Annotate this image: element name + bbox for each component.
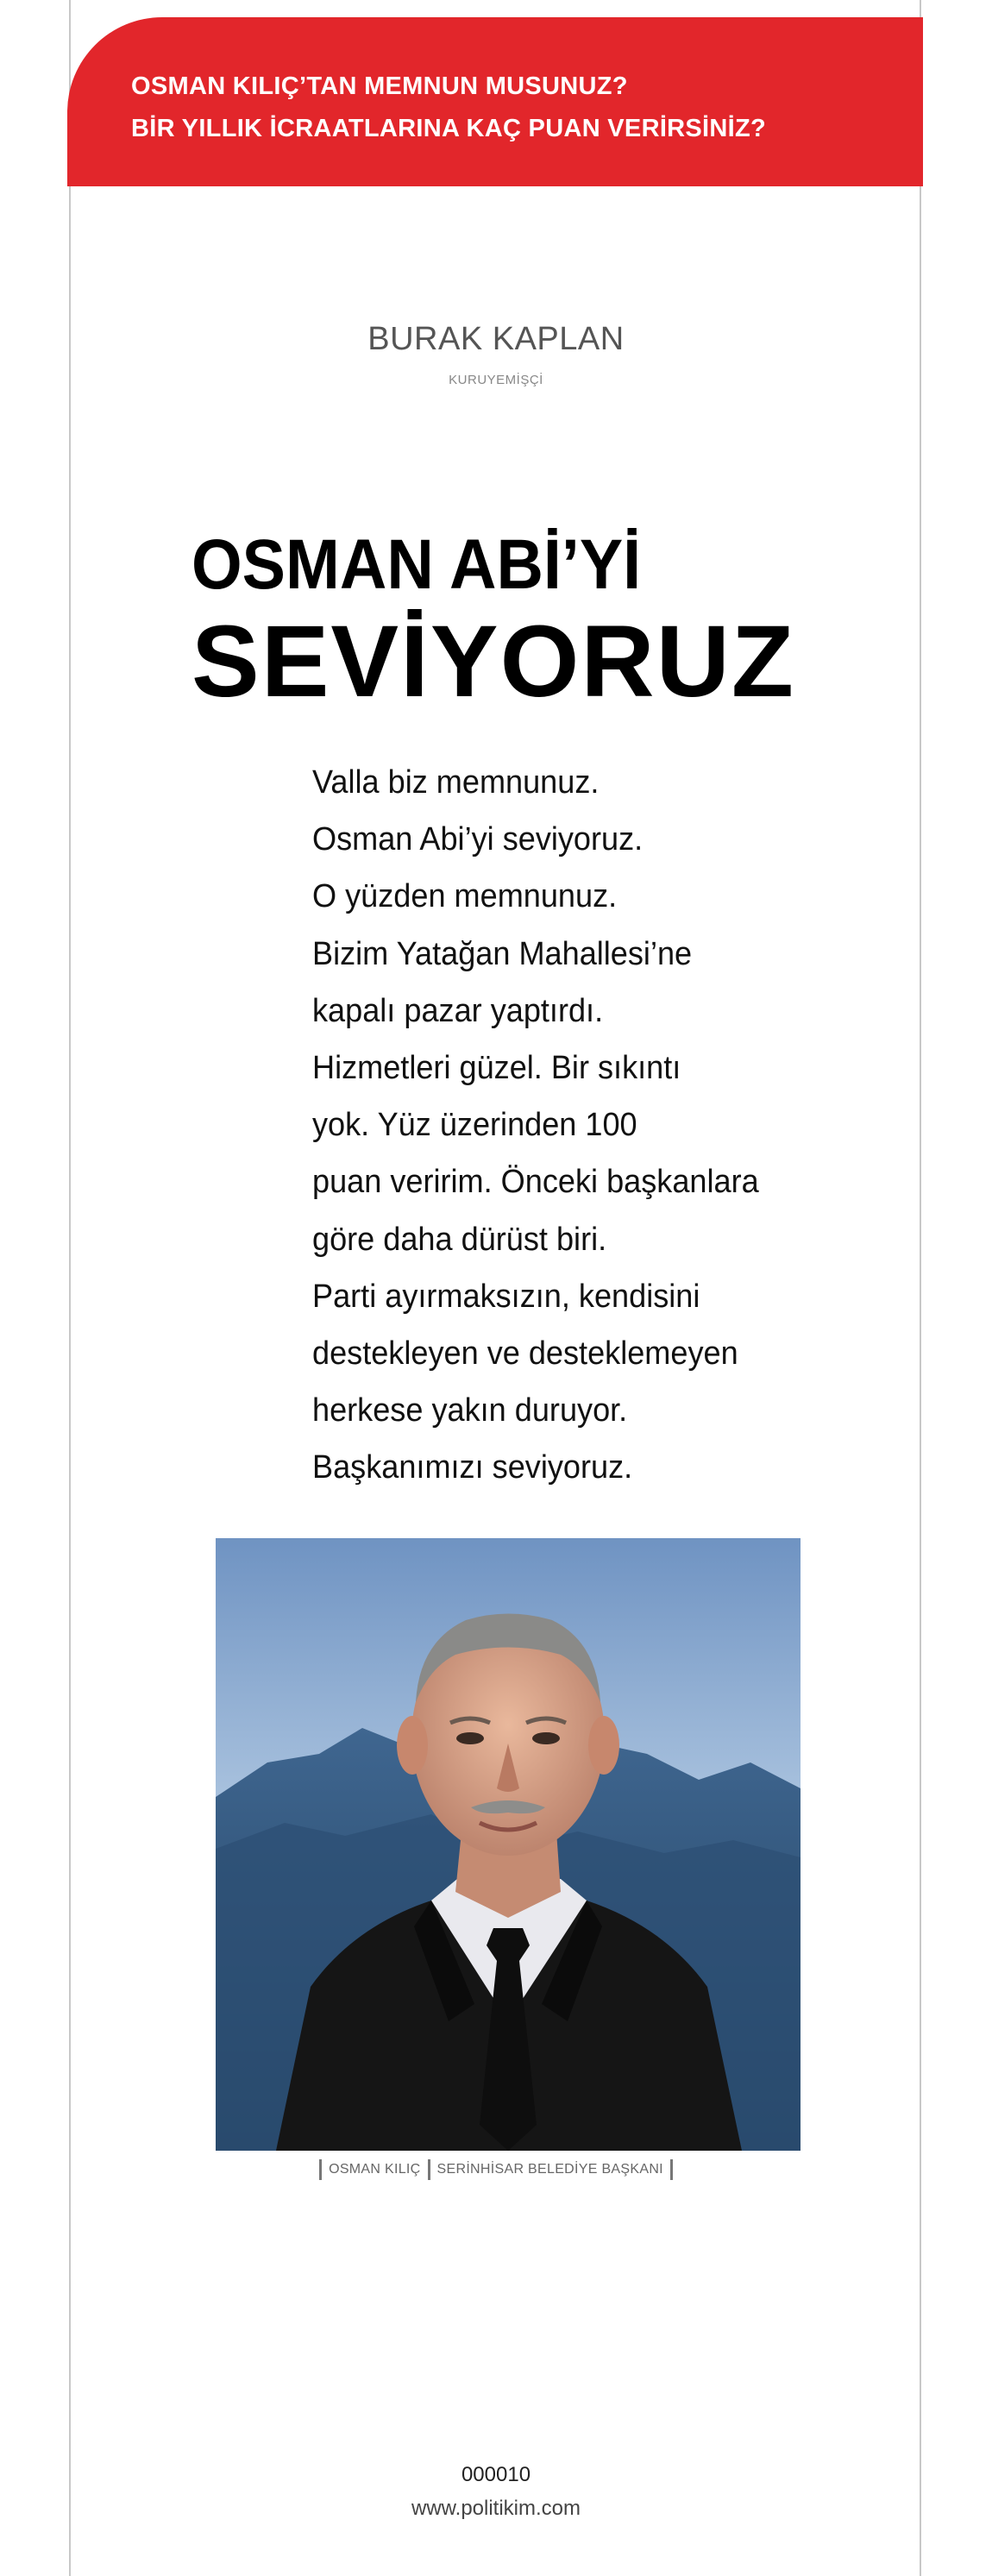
headline-line-1: OSMAN ABİ’Yİ	[191, 525, 642, 604]
body-line: destekleyen ve desteklemeyen	[312, 1335, 738, 1373]
header-question-1: OSMAN KILIÇ’TAN MEMNUN MUSUNUZ?	[131, 72, 628, 100]
body-line: göre daha dürüst biri.	[312, 1221, 607, 1258]
body-line: O yüzden memnunuz.	[312, 878, 618, 915]
author-name: BURAK KAPLAN	[367, 321, 625, 357]
body-line: Parti ayırmaksızın, kendisini	[312, 1278, 700, 1315]
caption-name: OSMAN KILIÇ	[329, 2162, 421, 2177]
caption-title: SERİNHİSAR BELEDİYE BAŞKANI	[436, 2162, 663, 2177]
body-line: yok. Yüz üzerinden 100	[312, 1107, 637, 1144]
photo-caption	[0, 2159, 992, 2180]
body-line: Hizmetleri güzel. Bir sıkıntı	[312, 1050, 681, 1087]
body-line: puan veririm. Önceki başkanlara	[312, 1164, 759, 1201]
body-line: herkese yakın duruyor.	[312, 1392, 628, 1429]
website-url: www.politikim.com	[411, 2497, 581, 2520]
header-question-2: BİR YILLIK İCRAATLARINA KAÇ PUAN VERİRSİNİZ?	[131, 115, 767, 142]
author-occupation: KURUYEMİŞÇİ	[449, 373, 543, 387]
body-line: kapalı pazar yaptırdı.	[312, 992, 604, 1029]
body-line: Bizim Yatağan Mahallesi’ne	[312, 935, 693, 972]
header-banner	[67, 17, 923, 186]
portrait-photo	[216, 1538, 801, 2151]
caption-divider	[319, 2159, 322, 2180]
headline-line-2: SEVİYORUZ	[191, 605, 795, 719]
caption-divider	[428, 2159, 430, 2180]
body-text	[312, 754, 830, 1497]
body-line: Valla biz memnunuz.	[312, 764, 600, 801]
caption-divider	[670, 2159, 673, 2180]
body-line: Başkanımızı seviyoruz.	[312, 1449, 633, 1486]
page-code: 000010	[461, 2463, 531, 2486]
body-line: Osman Abi’yi seviyoruz.	[312, 821, 644, 858]
